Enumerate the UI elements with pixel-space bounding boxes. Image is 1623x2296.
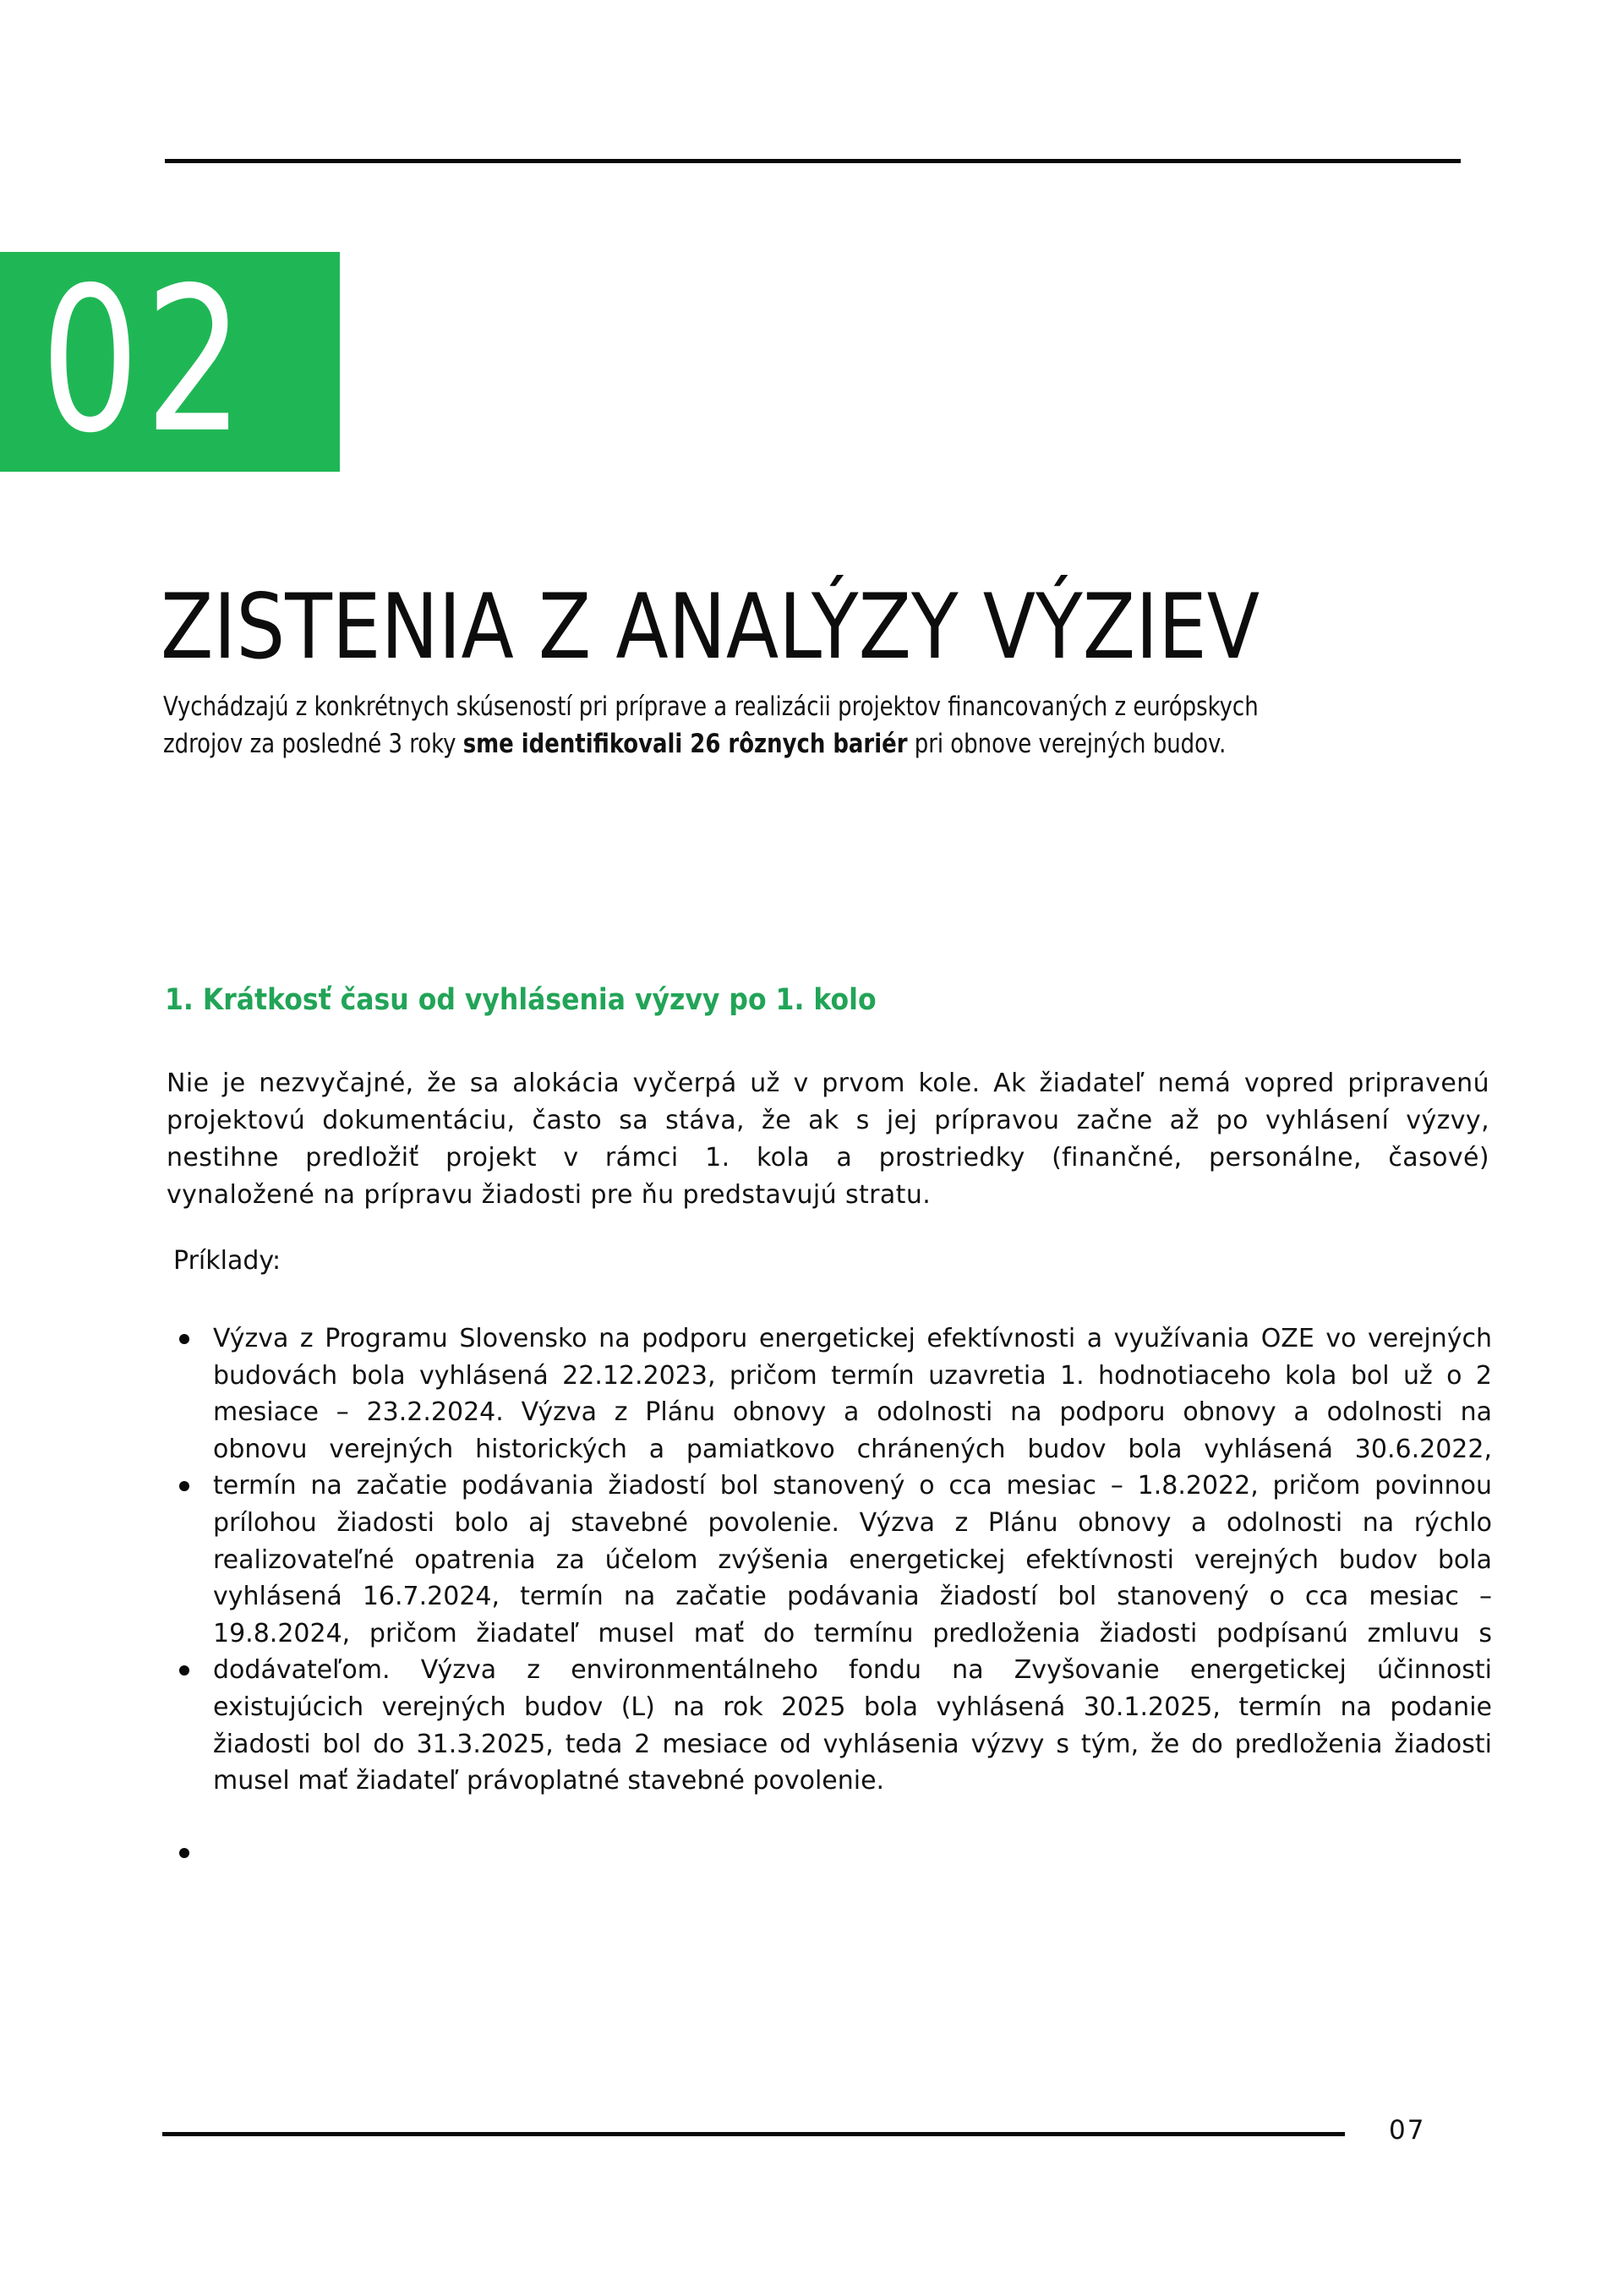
bullet-icon <box>179 1848 189 1858</box>
bullet-icon <box>179 1481 189 1491</box>
list-item-line: termín na začatie podávania žiadostí bol stanovený o cca mesiac – 1.8.2022, pričom povinnou <box>213 1471 1492 1501</box>
paragraph-line: vynaložené na prípravu žiadosti pre ňu predstavujú stratu. <box>167 1180 932 1210</box>
list-item-line: prílohou žiadosti bolo aj stavebné povolenie. Výzva z Plánu obnovy a odolnosti na rýchlo <box>213 1507 1492 1538</box>
bullet-icon <box>179 1334 189 1344</box>
intro-paragraph <box>163 688 1499 763</box>
top-divider <box>165 159 1461 163</box>
list-item-line: obnovu verejných historických a pamiatkovo chránených budov bola vyhlásená 30.6.2022, <box>213 1434 1492 1464</box>
paragraph-line: nestihne predložiť projekt v rámci 1. kola a prostriedky (finančné, personálne, časové) <box>167 1143 1489 1173</box>
section-heading: 1. Krátkosť času od vyhlásenia výzvy po 1. kolo <box>165 983 877 1017</box>
list-item-line: dodávateľom. Výzva z environmentálneho fondu na Zvyšovanie energetickej účinnosti <box>213 1655 1492 1686</box>
list-item-line: existujúcich verejných budov (L) na rok 2025 bola vyhlásená 30.1.2025, termín na podanie <box>213 1692 1492 1722</box>
intro-text: zdrojov za posledné 3 roky <box>163 729 463 759</box>
examples-label: Príklady: <box>173 1246 281 1276</box>
chapter-number-badge <box>0 252 340 472</box>
list-item-line: Výzva z Programu Slovensko na podporu energetickej efektívnosti a využívania OZE vo verejných <box>213 1324 1492 1353</box>
list-item-line: vyhlásená 16.7.2024, termín na začatie podávania žiadostí bol stanovený o cca mesiac – <box>213 1582 1492 1612</box>
intro-line: Vychádzajú z konkrétnych skúseností pri príprave a realizácii projektov financovaných z európskych <box>163 692 1259 722</box>
intro-line <box>163 725 1405 763</box>
paragraph-line: projektovú dokumentáciu, často sa stáva, že ak s jej prípravou začne až po vyhlásení výzvy, <box>167 1106 1489 1135</box>
intro-text: pri obnove verejných budov. <box>907 729 1227 759</box>
examples-list <box>213 1320 1492 1800</box>
paragraph-line: Nie je nezvyčajné, že sa alokácia vyčerpá už v prvom kole. Ak žiadateľ nemá vopred pripravenú <box>167 1069 1489 1098</box>
list-item-line: realizovateľné opatrenia za účelom zvýšenia energetickej efektívnosti verejných budov bola <box>213 1544 1492 1575</box>
section-paragraph <box>167 1065 1489 1214</box>
list-item-line: žiadosti bol do 31.3.2025, teda 2 mesiace od vyhlásenia výzvy s tým, že do predloženia žiadosti <box>213 1729 1492 1759</box>
intro-emphasis: sme identifikovali 26 rôznych bariér <box>462 729 908 759</box>
list-item-line: mesiace – 23.2.2024. Výzva z Plánu obnovy a odolnosti na podporu obnovy a odolnosti na <box>213 1397 1492 1428</box>
list-item-line: 19.8.2024, pričom žiadateľ musel mať do termínu predloženia žiadosti podpísanú zmluvu s <box>213 1618 1492 1648</box>
page-title: ZISTENIA Z ANALÝZY VÝZIEV <box>161 575 1260 679</box>
footer-divider <box>162 2132 1345 2136</box>
bullet-icon <box>179 1665 189 1676</box>
list-item-line: musel mať žiadateľ právoplatné stavebné povolenie. <box>213 1766 885 1796</box>
page-number: 07 <box>1389 2115 1426 2146</box>
list-item-line: budovách bola vyhlásená 22.12.2023, pričom termín uzavretia 1. hodnotiaceho kola bol už o 2 <box>213 1360 1492 1391</box>
chapter-number: 02 <box>41 252 249 472</box>
